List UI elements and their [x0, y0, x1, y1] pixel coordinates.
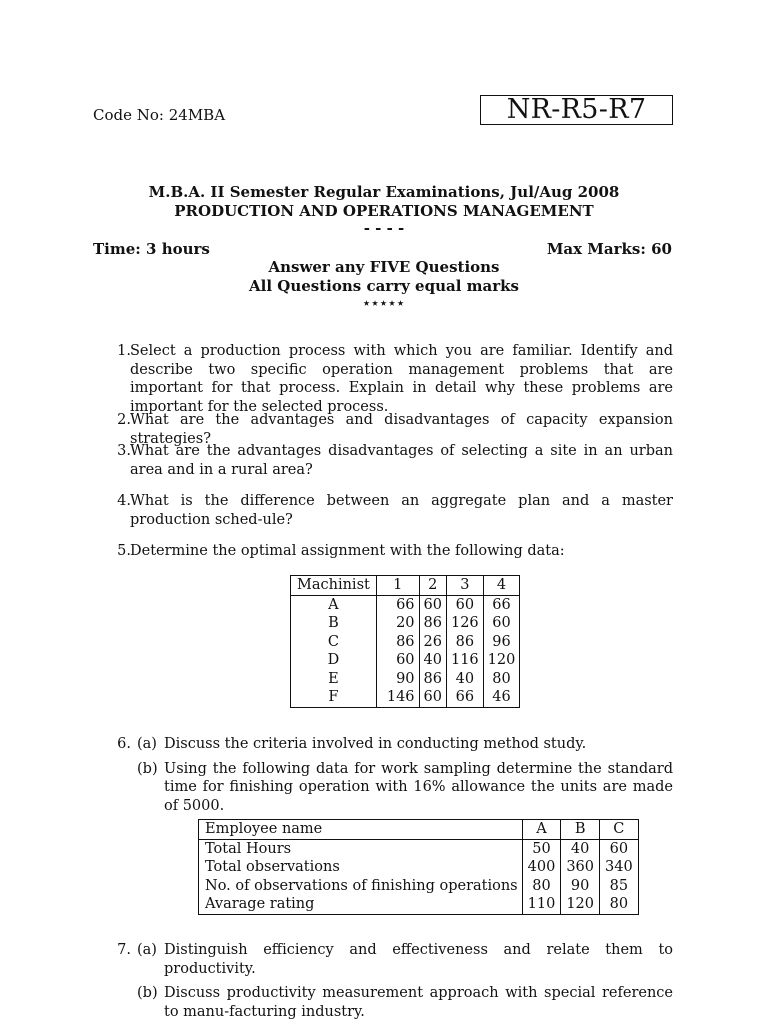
subquestion-text: Discuss the criteria involved in conducting method study.	[164, 736, 587, 752]
table-row	[291, 633, 520, 652]
question-number: 6.	[117, 736, 131, 752]
assignment-table	[290, 575, 520, 708]
table-row	[199, 877, 639, 896]
question-number: 4.	[117, 493, 131, 509]
table-cell: 85	[600, 877, 639, 896]
table-cell: 26	[419, 633, 446, 652]
table-row	[291, 651, 520, 670]
table-cell: Total observations	[205, 859, 340, 875]
table-cell: 66	[446, 688, 483, 707]
table-header-row	[199, 820, 639, 840]
exam-title: M.B.A. II Semester Regular Examinations, Jul/Aug 2008	[148, 183, 620, 201]
table-cell: 60	[483, 614, 520, 633]
table-header-row	[291, 576, 520, 596]
table-row	[199, 839, 639, 858]
table-cell: 86	[446, 633, 483, 652]
header-cell: Employee name	[199, 820, 523, 840]
header-cell: B	[561, 820, 600, 840]
table-cell: 86	[419, 614, 446, 633]
table-cell: 126	[446, 614, 483, 633]
table-cell: 340	[600, 858, 639, 877]
table-cell: 116	[446, 651, 483, 670]
question-number: 5.	[117, 543, 131, 559]
question-text: Determine the optimal assignment with the following data:	[130, 543, 565, 559]
header-cell: 2	[419, 576, 446, 596]
table-cell: 86	[419, 670, 446, 689]
question-5	[93, 542, 673, 561]
question-number: 1.	[117, 343, 131, 359]
table-cell: 80	[483, 670, 520, 689]
question-text: What are the advantages and disadvantages of capacity expansion strategies?	[130, 412, 673, 447]
question-4	[93, 492, 673, 529]
question-7	[93, 941, 673, 1021]
instruction-answer: Answer any FIVE Questions	[268, 258, 500, 276]
table-cell: 50	[522, 839, 561, 858]
header-cell: A	[522, 820, 561, 840]
table-cell: B	[328, 615, 339, 631]
subquestion-label: (a)	[137, 736, 157, 752]
subquestion-label: (b)	[137, 760, 158, 777]
subquestion-text: Using the following data for work sampling determine the standard time for finishing operation with 16% allowance the units are made of 5000.	[164, 760, 673, 814]
table-row	[291, 670, 520, 689]
table-row	[291, 688, 520, 707]
question-1	[93, 342, 673, 416]
question-number: 2.	[117, 412, 131, 428]
table-cell: 120	[483, 651, 520, 670]
table-row	[199, 895, 639, 914]
table-cell: 20	[376, 614, 419, 633]
table-cell: C	[327, 633, 339, 650]
table-cell: 66	[376, 595, 419, 614]
instruction-marks: All Questions carry equal marks	[249, 277, 519, 295]
table-cell: 60	[419, 688, 446, 707]
table-cell: 90	[376, 670, 419, 689]
table-cell: 360	[561, 858, 600, 877]
subquestion-b	[130, 760, 673, 816]
table-cell: E	[328, 670, 339, 687]
table-row	[291, 614, 520, 633]
header-cell: Machinist	[291, 576, 377, 596]
table-cell: 60	[600, 839, 639, 858]
subquestion-label: (b)	[137, 985, 158, 1001]
question-text: What are the advantages disadvantages of selecting a site in an urban area and in a rural area?	[130, 443, 673, 478]
table-cell: F	[328, 689, 339, 705]
header-cell: 3	[446, 576, 483, 596]
table-cell: No. of observations of finishing operations	[205, 877, 518, 894]
question-text: Select a production process with which you are familiar. Identify and describe two specific operation management problems that are important for that process. Explain in detail why these problems are important for the selected process.	[130, 343, 673, 415]
work-sampling-table	[198, 819, 639, 915]
table-cell: Total Hours	[205, 840, 292, 857]
table-cell: 60	[376, 651, 419, 670]
table-cell: 146	[376, 688, 419, 707]
question-3	[93, 442, 673, 479]
exam-time: Time: 3 hours	[93, 240, 210, 258]
table-cell: 60	[419, 595, 446, 614]
code-number: Code No: 24MBA	[93, 106, 226, 124]
table-cell: 40	[419, 651, 446, 670]
subquestion-text: Distinguish efficiency and effectiveness and relate them to productivity.	[164, 942, 673, 977]
regulation-code-box: NR-R5-R7	[480, 95, 673, 125]
subquestion-label: (a)	[137, 942, 157, 958]
subquestion-b	[130, 984, 673, 1021]
question-text: What is the difference between an aggregate plan and a master production sched-ule?	[130, 493, 673, 528]
separator-stars: ⋆⋆⋆⋆⋆	[362, 296, 406, 310]
question-number: 3.	[117, 443, 131, 459]
table-row	[199, 858, 639, 877]
subquestion-text: Discuss productivity measurement approach with special reference to manu-facturing industry.	[164, 985, 673, 1020]
question-number: 7.	[117, 942, 131, 958]
subject-title: PRODUCTION AND OPERATIONS MANAGEMENT	[174, 202, 594, 220]
table-cell: 120	[561, 895, 600, 914]
table-cell: 110	[522, 895, 561, 914]
question-6	[93, 735, 673, 815]
table-cell: A	[328, 596, 339, 613]
table-cell: 60	[446, 595, 483, 614]
table-cell: 80	[600, 895, 639, 914]
table-cell: Avarage rating	[205, 896, 315, 912]
subquestion-a	[130, 941, 673, 978]
max-marks: Max Marks: 60	[546, 240, 672, 258]
header-cell: 4	[483, 576, 520, 596]
table-cell: 90	[561, 877, 600, 896]
table-cell: 80	[522, 877, 561, 896]
table-cell: 40	[561, 839, 600, 858]
table-cell: 86	[376, 633, 419, 652]
header-cell: C	[600, 820, 639, 840]
table-cell: 40	[446, 670, 483, 689]
table-cell: 66	[483, 595, 520, 614]
subquestion-a	[130, 735, 673, 754]
table-row	[291, 595, 520, 614]
header-cell: 1	[376, 576, 419, 596]
table-cell: 46	[483, 688, 520, 707]
title-dashes: - - - -	[363, 219, 405, 237]
table-cell: 96	[483, 633, 520, 652]
table-cell: 400	[522, 858, 561, 877]
table-cell: D	[327, 652, 340, 668]
